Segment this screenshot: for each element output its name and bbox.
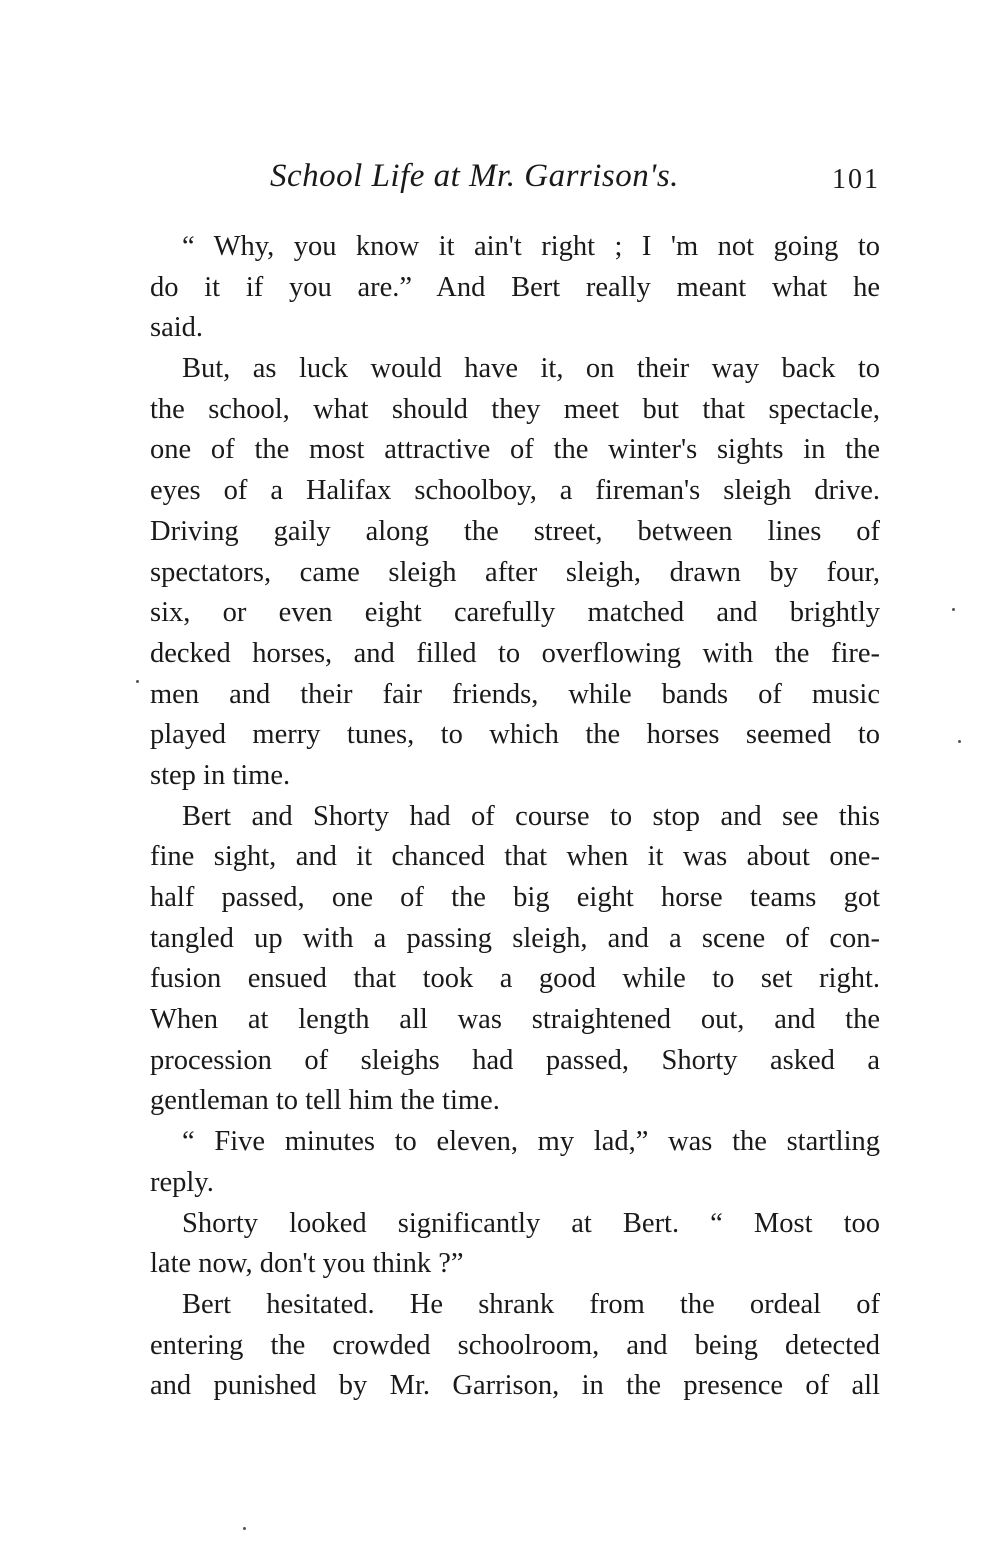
text-line: six, or even eight carefully matched and brightly	[150, 597, 880, 629]
text-line: decked horses, and filled to overflowing with the fire-	[150, 637, 880, 669]
text-line: fusion ensued that took a good while to set right.	[150, 963, 880, 995]
print-speck	[958, 740, 961, 743]
text-line: reply.	[150, 1166, 214, 1198]
text-line: the school, what should they meet but that spectacle,	[150, 393, 880, 425]
body-text	[150, 227, 880, 1407]
page-number: 101	[832, 164, 880, 195]
text-line: Shorty looked significantly at Bert. “ Most too	[182, 1207, 880, 1239]
running-head	[270, 158, 880, 208]
print-speck	[952, 608, 955, 611]
text-line: “ Why, you know it ain't right ; I 'm not going to	[182, 231, 880, 262]
text-line: men and their fair friends, while bands of music	[150, 678, 880, 710]
text-line: late now, don't you think ?”	[150, 1248, 464, 1280]
text-line: and punished by Mr. Garrison, in the presence of all	[150, 1370, 880, 1402]
text-line: one of the most attractive of the winter's sights in the	[150, 434, 880, 466]
text-line: Driving gaily along the street, between lines of	[150, 515, 880, 547]
running-title: School Life at Mr. Garrison's.	[270, 158, 679, 194]
text-line: “ Five minutes to eleven, my lad,” was the startling	[182, 1126, 880, 1158]
text-line: gentleman to tell him the time.	[150, 1085, 500, 1117]
print-speck	[243, 1527, 246, 1530]
text-line: fine sight, and it chanced that when it was about one-	[150, 841, 880, 873]
text-line: said.	[150, 312, 204, 344]
text-line: eyes of a Halifax schoolboy, a fireman's sleigh drive.	[150, 475, 880, 507]
text-line: But, as luck would have it, on their way back to	[182, 353, 880, 385]
text-line: tangled up with a passing sleigh, and a scene of con-	[150, 922, 880, 954]
text-line: Bert and Shorty had of course to stop and see this	[182, 800, 880, 832]
text-line: entering the crowded schoolroom, and being detected	[150, 1329, 880, 1361]
text-line: Bert hesitated. He shrank from the ordeal of	[182, 1288, 880, 1320]
text-line: spectators, came sleigh after sleigh, drawn by four,	[150, 556, 880, 588]
text-line: When at length all was straightened out, and the	[150, 1004, 880, 1036]
text-line: do it if you are.” And Bert really meant what he	[150, 271, 880, 303]
text-line: procession of sleighs had passed, Shorty asked a	[150, 1044, 880, 1076]
text-line: step in time.	[150, 759, 291, 791]
text-line: played merry tunes, to which the horses seemed to	[150, 719, 880, 751]
text-line: half passed, one of the big eight horse teams got	[150, 882, 880, 913]
print-speck	[136, 680, 139, 683]
